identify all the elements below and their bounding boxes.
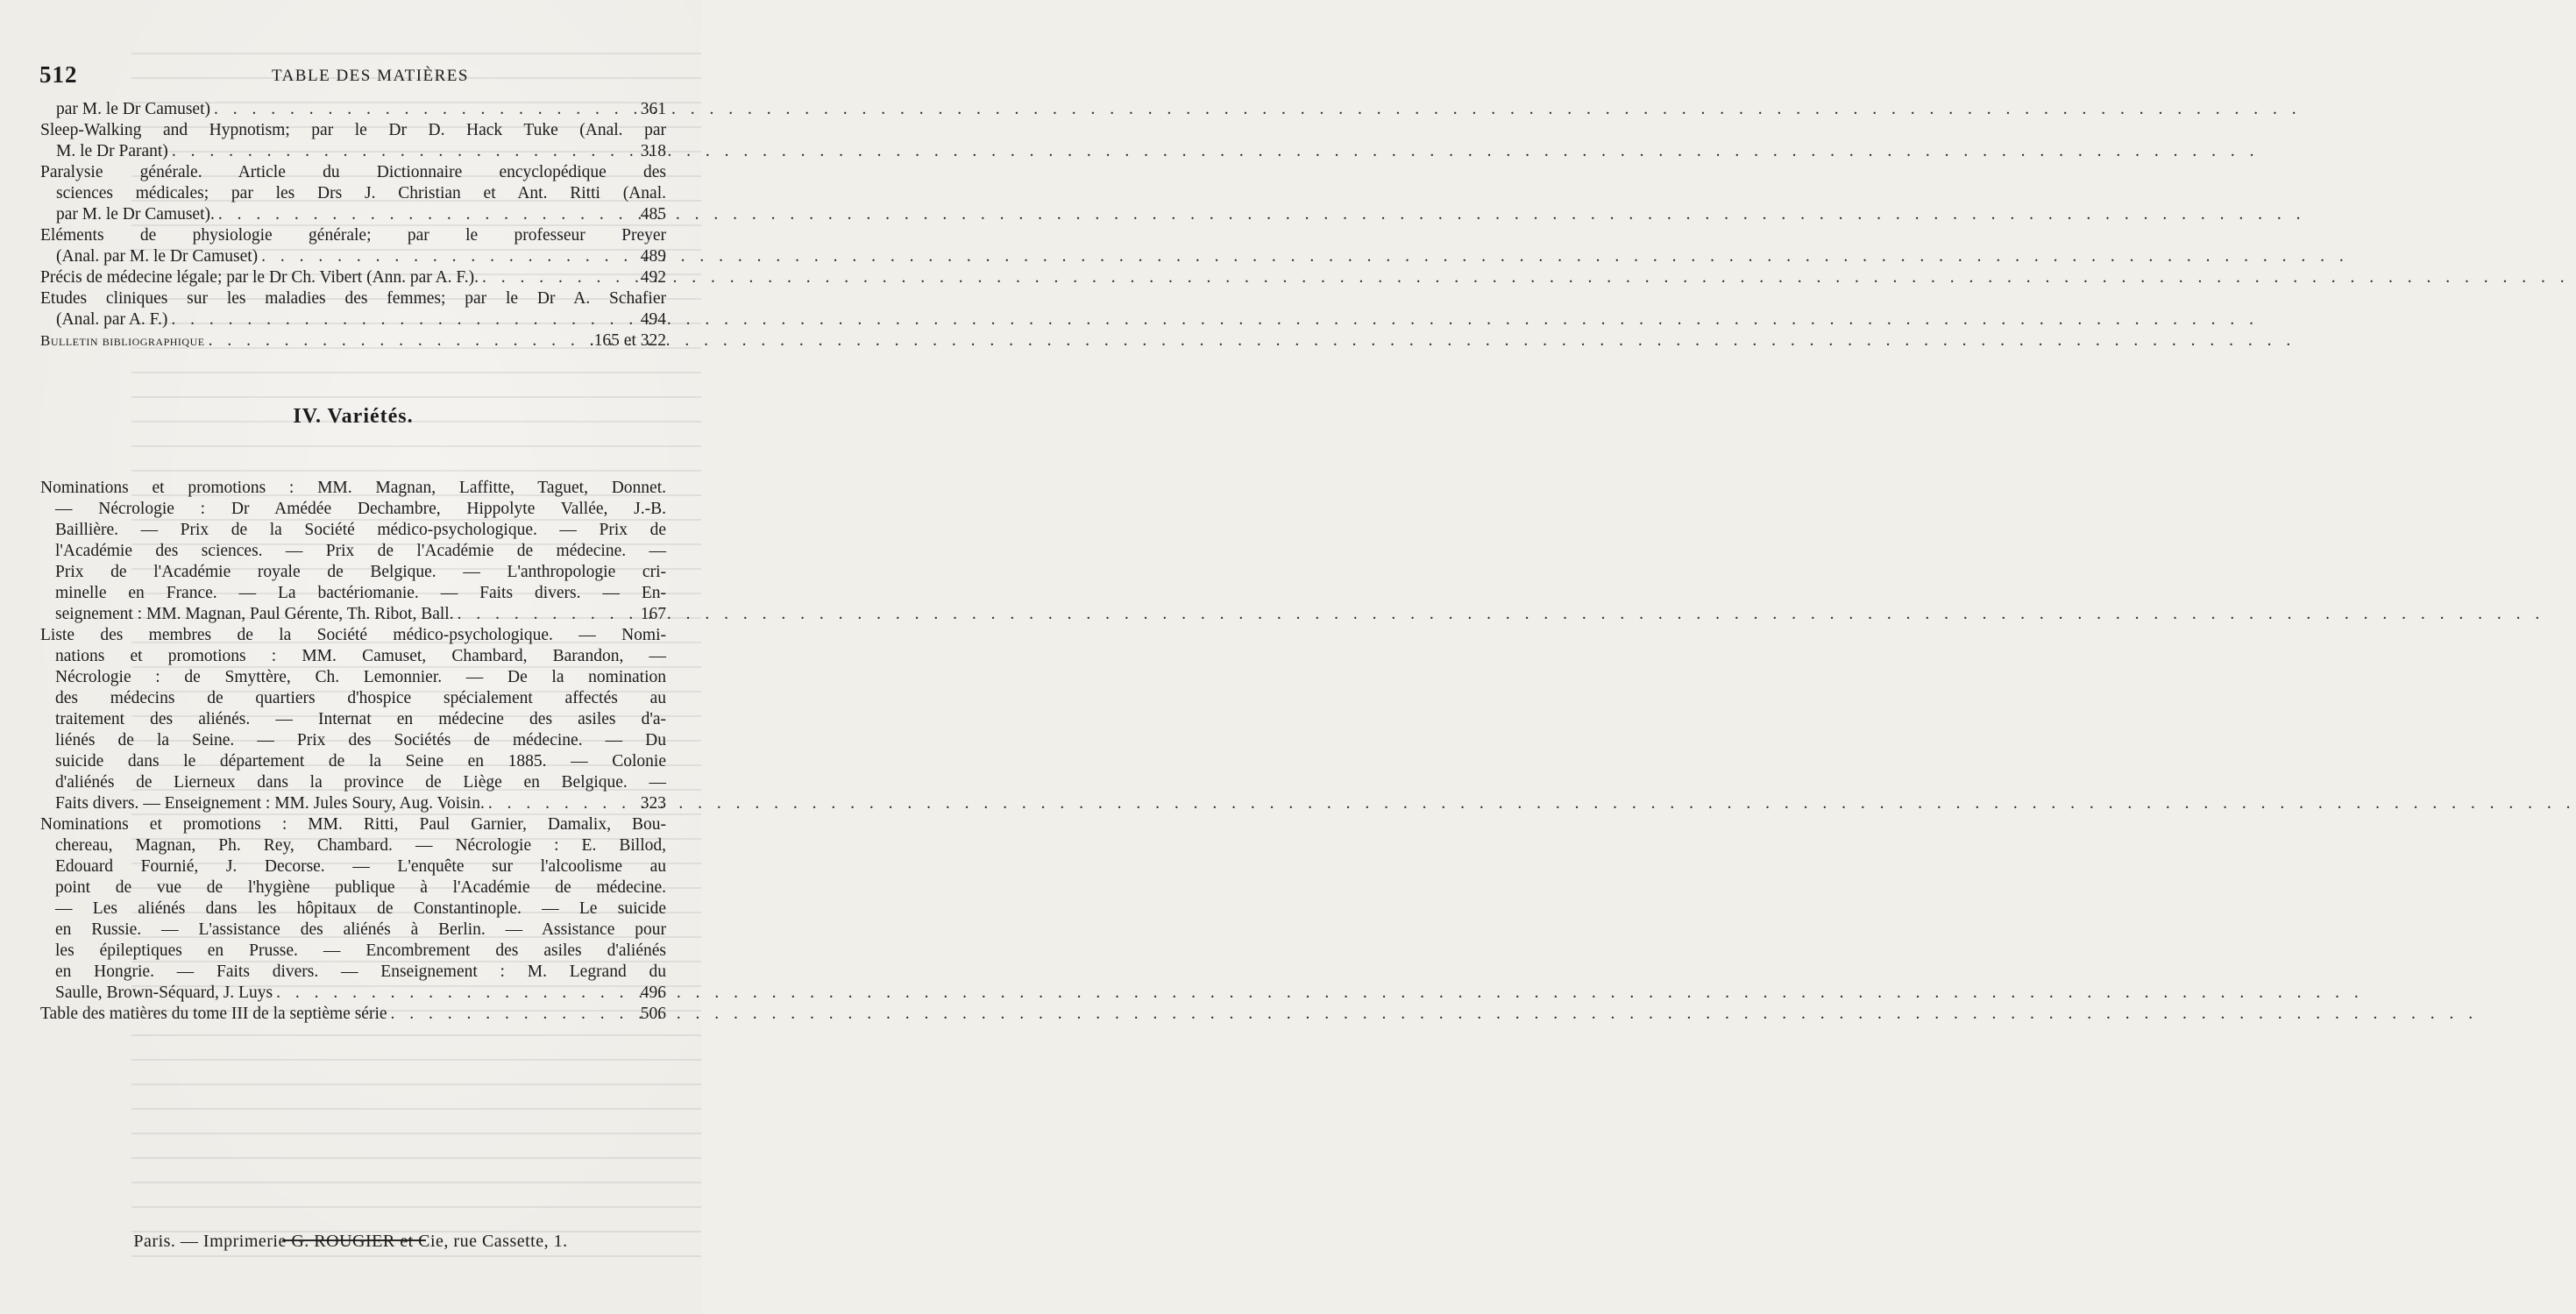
entry-text: des médecins de quartiers d'hospice spécialement affectés au bbox=[55, 689, 666, 707]
toc-entry-line bbox=[40, 814, 666, 835]
toc-entry bbox=[40, 814, 666, 1004]
entry-text: en Hongrie. — Faits divers. — Enseignement : M. Legrand du bbox=[55, 962, 666, 981]
toc-entry-line bbox=[40, 267, 666, 288]
entry-text: Nominations et promotions : MM. Magnan, Laffitte, Taguet, Donnet. bbox=[40, 479, 666, 497]
toc-entry-line bbox=[40, 478, 666, 499]
entry-text: Sleep-Walking and Hypnotism; par le Dr D. Hack Tuke (Anal. par bbox=[40, 121, 666, 139]
toc-entry-line bbox=[40, 141, 666, 162]
entry-text: Liste des membres de la Société médico-psychologique. — Nomi- bbox=[40, 626, 666, 644]
toc-entry-line bbox=[40, 920, 666, 941]
page-reference: .165 et 322 bbox=[589, 331, 666, 350]
dot-leader bbox=[479, 267, 641, 288]
dot-leader bbox=[215, 204, 641, 225]
entry-text: minelle en France. — La bactériomanie. — Faits divers. — En- bbox=[55, 584, 666, 602]
toc-entry-line bbox=[40, 856, 666, 877]
entry-text: (Anal. par A. F.) bbox=[56, 310, 168, 329]
page-reference: 485 bbox=[640, 205, 666, 224]
entry-text: seignement : MM. Magnan, Paul Gérente, Th. Ribot, Ball. bbox=[55, 605, 454, 623]
entry-text: Paralysie générale. Article du Dictionnaire encyclopédique des bbox=[40, 163, 666, 181]
entries-varietes bbox=[40, 478, 666, 1025]
entry-text: Bulletin bibliographique bbox=[40, 332, 205, 349]
dot-leader bbox=[258, 246, 641, 267]
toc-entry-line bbox=[40, 751, 666, 772]
page-number: 512 bbox=[39, 61, 78, 88]
dot-leader bbox=[168, 141, 641, 162]
toc-entry-line bbox=[40, 246, 666, 267]
toc-entry-line bbox=[40, 499, 666, 520]
toc-entry-line bbox=[40, 288, 666, 309]
entry-text: Baillière. — Prix de la Société médico-psychologique. — Prix de bbox=[55, 521, 666, 539]
running-title: TABLE DES MATIÈRES bbox=[272, 67, 469, 85]
toc-entry-line bbox=[40, 877, 666, 898]
dot-leader bbox=[205, 330, 590, 352]
toc-entry-line bbox=[40, 962, 666, 983]
printer-imprint: Paris. — Imprimerie G. ROUGIER et Cie, rue Cassette, 1. bbox=[133, 1232, 568, 1251]
page-reference: 361 bbox=[640, 100, 666, 118]
entry-text: d'aliénés de Lierneux dans la province de Liège en Belgique. — bbox=[55, 773, 666, 792]
dot-leader bbox=[387, 1004, 641, 1025]
toc-entry bbox=[40, 330, 666, 352]
entry-text: point de vue de l'hygiène publique à l'Académie de médecine. bbox=[55, 878, 666, 897]
toc-entry bbox=[40, 120, 666, 162]
dot-leader bbox=[454, 604, 641, 625]
entry-text: par M. le Dr Camuset) bbox=[56, 100, 210, 118]
entry-text: nations et promotions : MM. Camuset, Chambard, Barandon, — bbox=[55, 647, 666, 665]
toc-entry-line bbox=[40, 941, 666, 962]
page-reference: 496 bbox=[640, 984, 666, 1002]
section-heading bbox=[40, 406, 666, 427]
entry-text: (Anal. par M. le Dr Camuset) bbox=[56, 247, 259, 266]
toc-entry-line bbox=[40, 162, 666, 183]
dot-leader bbox=[210, 99, 641, 120]
toc-entry-line bbox=[40, 330, 666, 352]
entry-text: Etudes cliniques sur les maladies des femmes; par le Dr A. Schafier bbox=[40, 289, 666, 308]
page-reference: 323 bbox=[640, 794, 666, 813]
toc-entry-line bbox=[40, 772, 666, 793]
entry-text: — Nécrologie : Dr Amédée Dechambre, Hippolyte Vallée, J.-B. bbox=[55, 500, 666, 518]
toc-entry-line bbox=[40, 183, 666, 204]
entry-text: Nécrologie : de Smyttère, Ch. Lemonnier. — De la nomination bbox=[55, 668, 666, 686]
page-reference: 492 bbox=[640, 268, 666, 287]
entry-text: en Russie. — L'assistance des aliénés à Berlin. — Assistance pour bbox=[55, 920, 666, 939]
toc-entry-line bbox=[40, 583, 666, 604]
toc-entry-line bbox=[40, 983, 666, 1004]
entry-text: Table des matières du tome III de la septième série bbox=[40, 1005, 387, 1023]
toc-entry-line bbox=[40, 730, 666, 751]
entries-top bbox=[40, 99, 666, 352]
toc-entry-line bbox=[40, 835, 666, 856]
toc-entry bbox=[40, 288, 666, 330]
book-page bbox=[0, 0, 701, 1314]
page-header bbox=[39, 61, 666, 93]
table-of-contents bbox=[40, 99, 666, 1025]
entry-text: l'Académie des sciences. — Prix de l'Académie de médecine. — bbox=[55, 542, 666, 560]
toc-entry-line bbox=[40, 309, 666, 330]
page-reference: 167 bbox=[640, 605, 666, 623]
section-title: Variétés. bbox=[327, 405, 414, 428]
entry-text: sciences médicales; par les Drs J. Christian et Ant. Ritti (Anal. bbox=[56, 184, 666, 202]
entry-text: M. le Dr Parant) bbox=[56, 142, 168, 160]
toc-entry-line bbox=[40, 204, 666, 225]
page-reference: 506 bbox=[640, 1005, 666, 1023]
toc-entry bbox=[40, 162, 666, 225]
page-reference: 489 bbox=[640, 247, 666, 266]
toc-entry-line bbox=[40, 688, 666, 709]
toc-entry bbox=[40, 267, 666, 288]
entry-text: Saulle, Brown-Séquard, J. Luys bbox=[55, 984, 273, 1002]
toc-entry-line bbox=[40, 604, 666, 625]
toc-entry-line bbox=[40, 793, 666, 814]
dot-leader bbox=[485, 793, 641, 814]
page-reference: 494 bbox=[640, 310, 666, 329]
toc-entry-line bbox=[40, 562, 666, 583]
entry-text: Eléments de physiologie générale; par le professeur Preyer bbox=[40, 226, 666, 245]
entry-text: Faits divers. — Enseignement : MM. Jules Soury, Aug. Voisin. bbox=[55, 794, 485, 813]
entry-text: suicide dans le département de la Seine en 1885. — Colonie bbox=[55, 752, 666, 771]
entry-text: les épileptiques en Prusse. — Encombrement des asiles d'aliénés bbox=[55, 941, 666, 960]
toc-entry-line bbox=[40, 898, 666, 920]
entry-text: liénés de la Seine. — Prix des Sociétés de médecine. — Du bbox=[55, 731, 666, 749]
toc-entry-line bbox=[40, 646, 666, 667]
entry-text: Edouard Fournié, J. Decorse. — L'enquête sur l'alcoolisme au bbox=[55, 857, 666, 876]
toc-entry-line bbox=[40, 709, 666, 730]
toc-entry-line bbox=[40, 225, 666, 246]
toc-entry bbox=[40, 478, 666, 625]
toc-entry-line bbox=[40, 1004, 666, 1025]
page-reference: 318 bbox=[640, 142, 666, 160]
section-numeral: IV. bbox=[293, 405, 322, 428]
entry-text: par M. le Dr Camuset). bbox=[56, 205, 215, 224]
toc-entry-line bbox=[40, 120, 666, 141]
entry-text: — Les aliénés dans les hôpitaux de Constantinople. — Le suicide bbox=[55, 899, 666, 918]
toc-entry-line bbox=[40, 625, 666, 646]
toc-entry bbox=[40, 625, 666, 814]
dot-leader bbox=[273, 983, 641, 1004]
entry-text: chereau, Magnan, Ph. Rey, Chambard. — Nécrologie : E. Billod, bbox=[55, 836, 666, 855]
dot-leader bbox=[167, 309, 640, 330]
toc-entry-line bbox=[40, 520, 666, 541]
toc-entry bbox=[40, 1004, 666, 1025]
toc-entry bbox=[40, 99, 666, 120]
entry-text: Précis de médecine légale; par le Dr Ch. Vibert (Ann. par A. F.). bbox=[40, 268, 479, 287]
entry-text: traitement des aliénés. — Internat en médecine des asiles d'a- bbox=[55, 710, 666, 728]
toc-entry-line bbox=[40, 667, 666, 688]
entry-text: Nominations et promotions : MM. Ritti, Paul Garnier, Damalix, Bou- bbox=[40, 815, 666, 834]
toc-entry-line bbox=[40, 541, 666, 562]
toc-entry bbox=[40, 225, 666, 267]
toc-entry-line bbox=[40, 99, 666, 120]
entry-text: Prix de l'Académie royale de Belgique. — L'anthropologie cri- bbox=[55, 563, 666, 581]
